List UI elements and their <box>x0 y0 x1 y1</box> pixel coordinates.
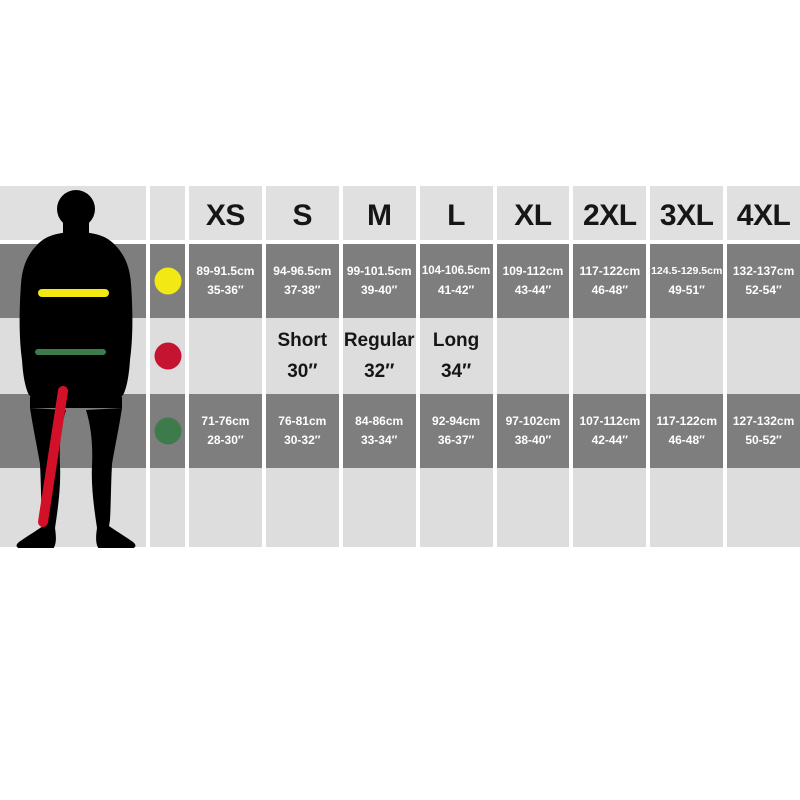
figure-band-waist <box>0 394 146 468</box>
size-header-4xl: 4XL <box>727 186 800 244</box>
bottom-cell-4xl <box>727 468 800 547</box>
waist-xs-cm: 71-76cm <box>201 414 250 428</box>
inseam-cell-m <box>343 318 416 394</box>
chest-2xl-in: 46-48″ <box>591 283 629 297</box>
waist-cell-m <box>343 394 416 468</box>
inseam-cell-s <box>266 318 339 394</box>
inseam-cell-3xl <box>650 318 723 394</box>
chest-4xl-cm: 132-137cm <box>732 264 795 278</box>
chest-xs-in: 35-36″ <box>207 283 244 297</box>
waist-l-cm: 92-94cm <box>432 414 481 428</box>
waist-cell-xl <box>497 394 570 468</box>
size-header-3xl: 3XL <box>650 186 723 244</box>
inseam-marker-icon <box>154 342 182 370</box>
waist-xl-cm: 97-102cm <box>505 414 561 428</box>
inseam-l-label: Long <box>432 330 480 351</box>
bottom-cell-s <box>266 468 339 547</box>
inseam-l-in: 34″ <box>440 361 472 382</box>
waist-marker-cell <box>150 394 185 468</box>
chest-cell-xs <box>189 244 262 318</box>
bottom-cell-2xl <box>573 468 646 547</box>
inseam-s-label: Short <box>277 330 328 351</box>
size-table <box>0 186 800 547</box>
inseam-m-in: 32″ <box>364 361 395 382</box>
figure-column-header <box>0 186 146 244</box>
size-header-l: L <box>420 186 493 244</box>
waist-s-in: 30-32″ <box>284 433 321 447</box>
inseam-cell-2xl <box>573 318 646 394</box>
waist-cell-xs <box>189 394 262 468</box>
chest-3xl-in: 49-51″ <box>668 283 705 297</box>
chest-marker-icon <box>154 267 182 295</box>
chest-3xl-cm: 124.5-129.5cm <box>651 265 723 277</box>
marker-column-bottom <box>150 468 185 547</box>
size-header-s: S <box>266 186 339 244</box>
chest-cell-m <box>343 244 416 318</box>
chest-2xl-cm: 117-122cm <box>579 264 641 278</box>
figure-band-bottom <box>0 468 146 547</box>
waist-xs-in: 28-30″ <box>207 433 244 447</box>
inseam-cell-l <box>420 318 493 394</box>
chest-l-in: 41-42″ <box>437 283 475 297</box>
chest-xl-in: 43-44″ <box>514 283 552 297</box>
chest-cell-l <box>420 244 493 318</box>
chest-m-cm: 99-101.5cm <box>346 264 412 278</box>
inseam-cell-xl <box>497 318 570 394</box>
waist-cell-4xl <box>727 394 800 468</box>
waist-4xl-cm: 127-132cm <box>732 414 795 428</box>
chest-cell-4xl <box>727 244 800 318</box>
chest-cell-3xl <box>650 244 723 318</box>
waist-xl-in: 38-40″ <box>514 433 552 447</box>
chest-cell-s <box>266 244 339 318</box>
chest-m-in: 39-40″ <box>360 283 398 297</box>
waist-2xl-in: 42-44″ <box>591 433 629 447</box>
chest-xl-cm: 109-112cm <box>502 264 564 278</box>
waist-3xl-in: 46-48″ <box>668 433 705 447</box>
bottom-cell-xs <box>189 468 262 547</box>
chest-l-cm: 104-106.5cm <box>421 265 491 277</box>
marker-column-header <box>150 186 185 244</box>
inseam-m-label: Regular <box>343 330 415 351</box>
chest-s-cm: 94-96.5cm <box>273 264 332 278</box>
size-header-m: M <box>343 186 416 244</box>
chest-cell-xl <box>497 244 570 318</box>
waist-marker-icon <box>154 417 182 445</box>
bottom-cell-xl <box>497 468 570 547</box>
size-header-xl: XL <box>497 186 570 244</box>
bottom-cell-3xl <box>650 468 723 547</box>
waist-m-in: 33-34″ <box>360 433 398 447</box>
chest-s-in: 37-38″ <box>284 283 321 297</box>
waist-s-cm: 76-81cm <box>278 414 327 428</box>
waist-cell-2xl <box>573 394 646 468</box>
waist-cell-l <box>420 394 493 468</box>
inseam-cell-xs <box>189 318 262 394</box>
waist-4xl-in: 50-52″ <box>745 433 782 447</box>
waist-m-cm: 84-86cm <box>355 414 404 428</box>
waist-3xl-cm: 117-122cm <box>656 414 718 428</box>
size-header-2xl: 2XL <box>573 186 646 244</box>
inseam-cell-4xl <box>727 318 800 394</box>
waist-2xl-cm: 107-112cm <box>579 414 641 428</box>
waist-l-in: 36-37″ <box>437 433 475 447</box>
chest-marker-cell <box>150 244 185 318</box>
chest-cell-2xl <box>573 244 646 318</box>
bottom-cell-l <box>420 468 493 547</box>
size-header-xs: XS <box>189 186 262 244</box>
figure-band-inseam <box>0 318 146 394</box>
bottom-cell-m <box>343 468 416 547</box>
figure-band-chest <box>0 244 146 318</box>
chest-4xl-in: 52-54″ <box>745 283 782 297</box>
inseam-s-in: 30″ <box>287 361 318 382</box>
inseam-marker-cell <box>150 318 185 394</box>
waist-cell-s <box>266 394 339 468</box>
chest-xs-cm: 89-91.5cm <box>196 264 255 278</box>
waist-cell-3xl <box>650 394 723 468</box>
